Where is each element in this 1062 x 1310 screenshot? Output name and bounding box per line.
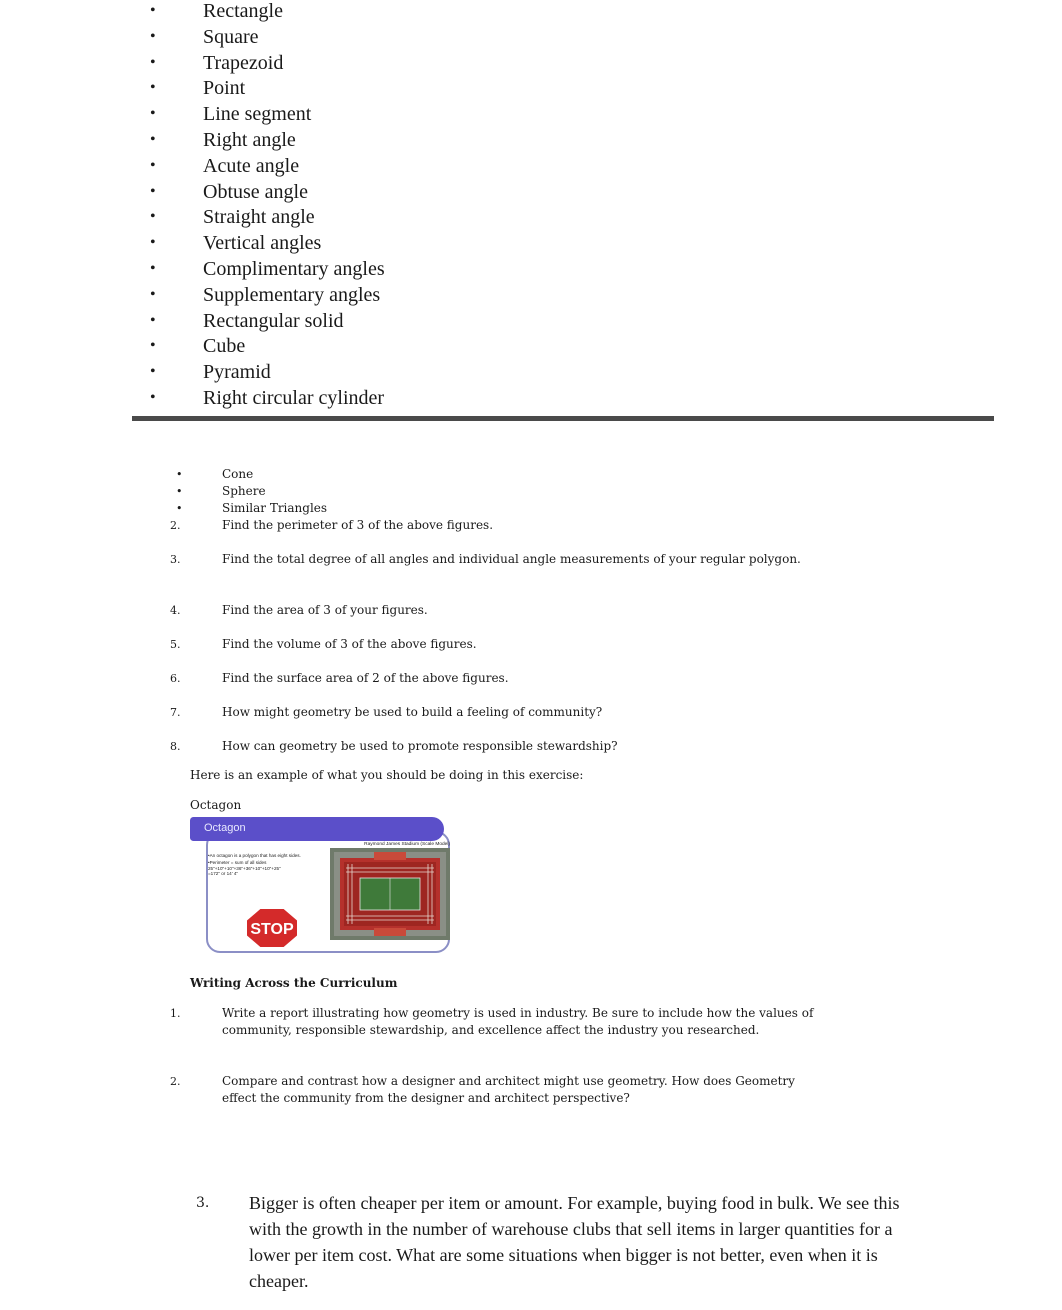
question-text: How might geometry be used to build a feeling of community?: [222, 705, 603, 719]
question-text: How can geometry be used to promote responsible stewardship?: [222, 739, 618, 753]
bullet-icon: •: [176, 485, 183, 498]
list-item: • Straight angle: [150, 206, 315, 229]
slide-title-banner: [190, 817, 444, 841]
list-item: • Right circular cylinder: [150, 386, 385, 409]
stadium-model-image: [330, 848, 450, 940]
list-item: • Cube: [150, 335, 246, 358]
question-text: Find the volume of 3 of the above figures.: [222, 637, 477, 651]
bullet-icon: •: [150, 208, 156, 226]
question-number: 4.: [170, 604, 181, 617]
slide-note: 25"+10"+10"+36"+36"+10"+10"+25": [208, 865, 281, 871]
stop-sign-text: STOP: [250, 921, 294, 938]
list-item: • Right angle: [150, 128, 296, 151]
geometry-terms-list: [0, 0, 1062, 413]
example-label: Octagon: [190, 798, 242, 812]
bullet-icon: •: [150, 53, 156, 71]
bullet-icon: •: [150, 388, 156, 406]
item-text: Write a report illustrating how geometry is used in industry. Be sure to include how the values of community, responsible stewardship, and excellence affect the industry you researched.: [222, 1006, 814, 1037]
question-number: 7.: [170, 706, 181, 719]
bullet-icon: •: [176, 502, 183, 515]
list-item: • Trapezoid: [150, 51, 284, 74]
bullet-icon: •: [150, 337, 156, 355]
slide-note: •Perimeter = sum of all sides: [208, 860, 267, 866]
item-number: 2.: [170, 1075, 181, 1088]
bullet-icon: •: [150, 2, 156, 19]
list-item: • Line segment: [150, 103, 312, 126]
section-heading: Writing Across the Curriculum: [190, 976, 398, 990]
bullet-icon: •: [150, 182, 156, 200]
slide-title: Octagon: [204, 822, 246, 834]
list-item: • Rectangular solid: [150, 309, 344, 332]
bullet-icon: •: [150, 79, 156, 97]
list-item: • Supplementary angles: [150, 283, 381, 306]
bullet-icon: •: [150, 27, 156, 45]
item-number: 3.: [196, 1195, 210, 1211]
question-text: Find the total degree of all angles and individual angle measurements of your regular polygon.: [222, 552, 801, 566]
list-item: • Pyramid: [150, 361, 271, 384]
bullet-icon: •: [150, 105, 156, 123]
page-divider: [132, 416, 994, 421]
slide-note: =172" or 14' 4": [208, 871, 239, 877]
bullet-icon: •: [150, 130, 156, 148]
question-number: 8.: [170, 740, 181, 753]
bullet-icon: •: [176, 468, 183, 481]
slide-note: •An octagon is a polygon that has eight sides.: [208, 853, 301, 858]
stop-sign-icon: [245, 907, 299, 949]
item-number: 1.: [170, 1007, 181, 1020]
question-text: Find the surface area of 2 of the above figures.: [222, 671, 509, 685]
stadium-caption: Raymond James Stadium (Scale Model): [364, 842, 450, 847]
bullet-icon: •: [150, 259, 156, 277]
bullet-icon: •: [150, 156, 156, 174]
item-text: Compare and contrast how a designer and architect might use geometry. How does Geometry effect the community from the designer and architect perspective?: [222, 1074, 795, 1105]
question-number: 3.: [170, 553, 181, 566]
slide-notes: [208, 853, 328, 879]
question-text: Find the perimeter of 3 of the above figures.: [222, 518, 494, 532]
question-number: 6.: [170, 672, 181, 685]
octagon-example-slide: [190, 817, 450, 952]
list-item: • Point: [150, 77, 246, 100]
list-item: • Complimentary angles: [150, 257, 385, 280]
example-intro: Here is an example of what you should be doing in this exercise:: [190, 768, 584, 782]
question-number: 2.: [170, 519, 181, 532]
list-item: • Rectangle: [150, 0, 283, 22]
list-item: • Obtuse angle: [150, 180, 308, 203]
bullet-icon: •: [150, 285, 156, 303]
bullet-icon: •: [150, 363, 156, 381]
list-item: • Square: [150, 25, 259, 48]
list-item: • Acute angle: [150, 154, 300, 177]
list-item: • Vertical angles: [150, 232, 322, 255]
item-text: Bigger is often cheaper per item or amount. For example, buying food in bulk. We see this with the growth in the number of warehouse clubs that sell items in larger quantities for a lower per item cost. What are some situations when bigger is not better, even when it is cheaper.: [249, 1193, 900, 1291]
bullet-icon: •: [150, 311, 156, 329]
question-number: 5.: [170, 638, 181, 651]
question-text: Find the area of 3 of your figures.: [222, 603, 428, 617]
bullet-icon: •: [150, 234, 156, 252]
